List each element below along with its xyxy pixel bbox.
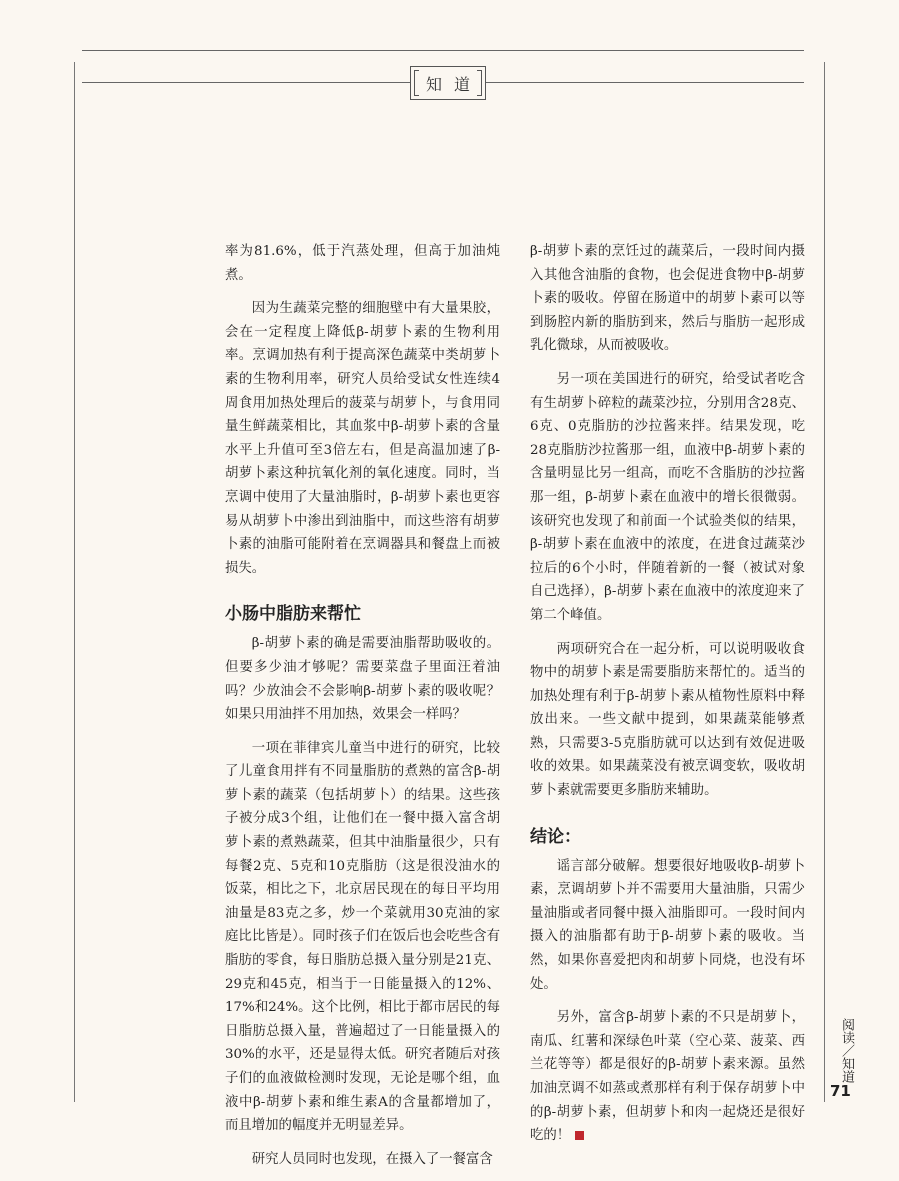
right-column — [530, 240, 805, 1158]
section-heading: 小肠中脂肪来帮忙 — [225, 604, 361, 625]
paragraph-text: 另外，富含β-胡萝卜素的不只是胡萝卜，南瓜、红薯和深绿色叶菜（空心菜、菠菜、西兰花等等）都是很好的β-胡萝卜素来源。虽然加油烹调不如蒸或煮那样有利于保存胡萝卜中的β-胡萝卜素，但胡萝卜和肉一起烧还是很好吃的！ — [530, 1010, 805, 1144]
paragraph: 谣言部分破解。想要很好地吸收β-胡萝卜素，烹调胡萝卜并不需要用大量油脂，只需少量油脂或者同餐中摄入油脂即可。一段时间内摄入的油脂都有助于β-胡萝卜素的吸收。当然，如果你喜爱把肉和胡萝卜同烧，也没有坏处。 — [530, 858, 805, 992]
left-column — [225, 240, 500, 1181]
paragraph: 因为生蔬菜完整的细胞壁中有大量果胶，会在一定程度上降低β-胡萝卜素的生物利用率。烹调加热有利于提高深色蔬菜中类胡萝卜素的生物利用率，研究人员给受试女性连续4周食用加热处理后的菠菜与胡萝卜，与食用同量生鲜蔬菜相比，其血浆中β-胡萝卜素的含量水平上升值可至3倍左右，但是高温加速了β-胡萝卜素这种抗氧化剂的氧化速度。同时，当烹调中使用了大量油脂时，β-胡萝卜素也更容易从胡萝卜中渗出到油脂中，而这些溶有胡萝卜素的油脂可能附着在烹调器具和餐盘上而被损失。 — [225, 301, 500, 576]
paragraph: β-胡萝卜素的确是需要油脂帮助吸收的。但要多少油才够呢？需要菜盘子里面汪着油吗？少放油会不会影响β-胡萝卜素的吸收呢？如果只用油拌不用加热，效果会一样吗？ — [225, 636, 500, 723]
footer-section-label: 阅读／知道 — [839, 1018, 854, 1083]
page-number: 71 — [830, 1082, 851, 1100]
paragraph: 率为81.6%，低于汽蒸处理，但高于加油炖煮。 — [225, 244, 500, 283]
paragraph: 一项在菲律宾儿童当中进行的研究，比较了儿童食用拌有不同量脂肪的煮熟的富含β-胡萝卜素的蔬菜（包括胡萝卜）的结果。这些孩子被分成3个组，让他们在一餐中摄入富含胡萝卜素的煮熟蔬菜，但其中油脂量很少，只有每餐2克、5克和10克脂肪（这是很没油水的饭菜，相比之下，北京居民现在的每日平均用油量是83克之多，炒一个菜就用30克油的家庭比比皆是）。同时孩子们在饭后也会吃些含有脂肪的零食，每日脂肪总摄入量分别是21克、29克和45克，相当于一日能量摄入的12%、17%和24%。这个比例，相比于都市居民的每日脂肪总摄入量，普遍超过了一日能量摄入的30%的水平，还是显得太低。研究者随后对孩子们的血液做检测时发现，无论是哪个组，血液中β-胡萝卜素和维生素A的含量都增加了，而且增加的幅度并无明显差异。 — [225, 740, 500, 1134]
top-rule — [82, 50, 804, 51]
end-mark-icon — [575, 1131, 584, 1140]
section-heading: 结论： — [530, 826, 581, 847]
paragraph: β-胡萝卜素的烹饪过的蔬菜后，一段时间内摄入其他含油脂的食物，也会促进食物中β-胡萝卜素的吸收。停留在肠道中的胡萝卜素可以等到肠腔内新的脂肪到来，然后与脂肪一起形成乳化微球，从而被吸收。 — [530, 244, 805, 354]
paragraph: 研究人员同时也发现，在摄入了一餐富含 — [251, 1151, 493, 1167]
paragraph — [530, 1006, 805, 1148]
left-margin-rule — [74, 62, 75, 1102]
paragraph: 两项研究合在一起分析，可以说明吸收食物中的胡萝卜素是需要脂肪来帮忙的。适当的加热处理有利于β-胡萝卜素从植物性原料中释放出来。一些文献中提到，如果蔬菜能够煮熟，只需要3-5克脂肪就可以达到有效促进吸收的效果。如果蔬菜没有被烹调变软，吸收胡萝卜素就需要更多脂肪来辅助。 — [530, 641, 805, 799]
section-header-tag: 知道 — [410, 66, 486, 100]
paragraph: 另一项在美国进行的研究，给受试者吃含有生胡萝卜碎粒的蔬菜沙拉，分别用含28克、6克、0克脂肪的沙拉酱来拌。结果发现，吃28克脂肪沙拉酱那一组，血液中β-胡萝卜素的含量明显比另一组高，而吃不含脂肪的沙拉酱那一组，β-胡萝卜素在血液中的增长很微弱。该研究也发现了和前面一个试验类似的结果，β-胡萝卜素在血液中的浓度，在进食过蔬菜沙拉后的6个小时，伴随着新的一餐（被试对象自己选择），β-胡萝卜素在血液中的浓度迎来了第二个峰值。 — [530, 371, 805, 623]
right-margin-rule — [824, 62, 825, 1102]
